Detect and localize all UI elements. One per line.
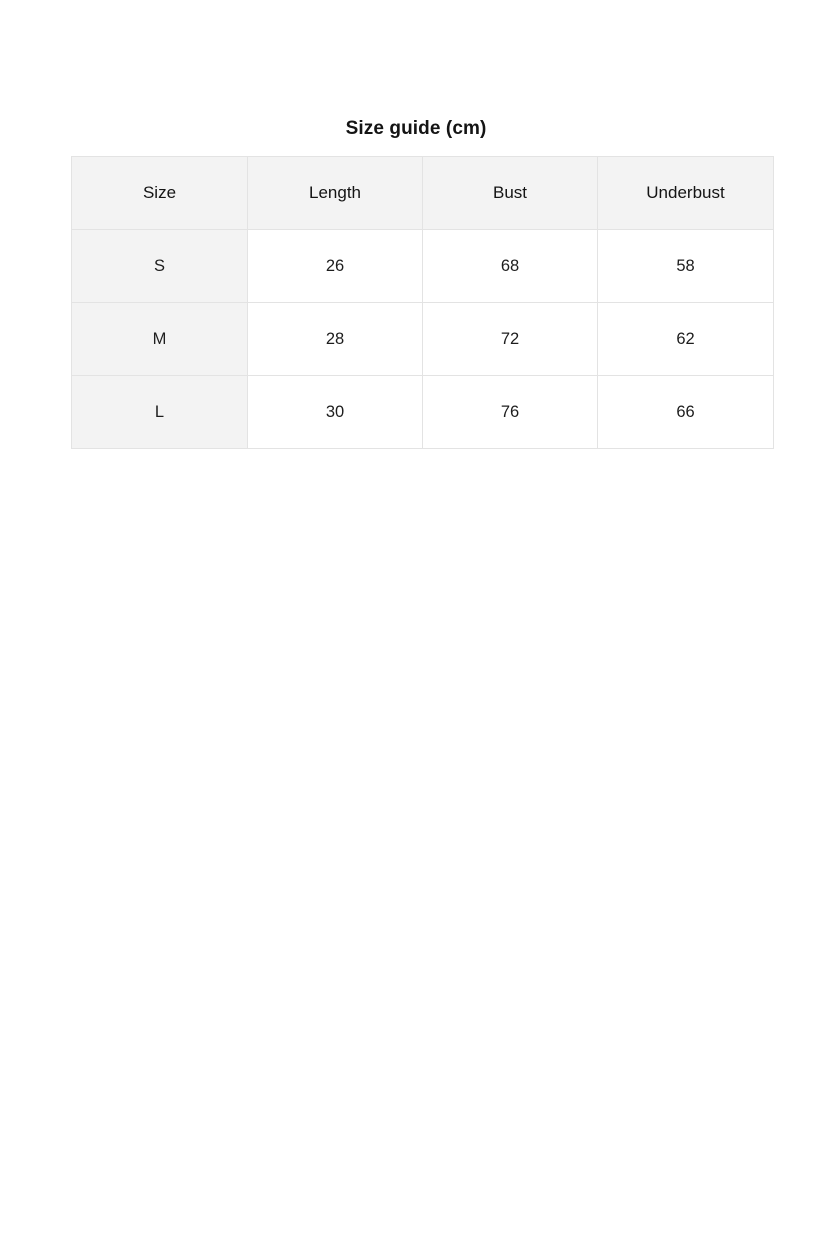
cell-length: 30 <box>248 376 423 449</box>
column-header-underbust: Underbust <box>598 157 774 230</box>
cell-underbust: 58 <box>598 230 774 303</box>
cell-size: M <box>72 303 248 376</box>
cell-underbust: 62 <box>598 303 774 376</box>
column-header-length: Length <box>248 157 423 230</box>
size-guide-table <box>71 156 774 449</box>
column-header-bust: Bust <box>423 157 598 230</box>
column-header-size: Size <box>72 157 248 230</box>
table-row <box>72 376 774 449</box>
table-body <box>72 230 774 449</box>
table-header <box>72 157 774 230</box>
cell-size: L <box>72 376 248 449</box>
table-row <box>72 230 774 303</box>
size-guide-section <box>71 118 761 449</box>
cell-bust: 68 <box>423 230 598 303</box>
table-header-row <box>72 157 774 230</box>
cell-bust: 76 <box>423 376 598 449</box>
cell-underbust: 66 <box>598 376 774 449</box>
size-guide-title: Size guide (cm) <box>345 118 487 139</box>
table-row <box>72 303 774 376</box>
cell-length: 28 <box>248 303 423 376</box>
cell-size: S <box>72 230 248 303</box>
cell-length: 26 <box>248 230 423 303</box>
cell-bust: 72 <box>423 303 598 376</box>
